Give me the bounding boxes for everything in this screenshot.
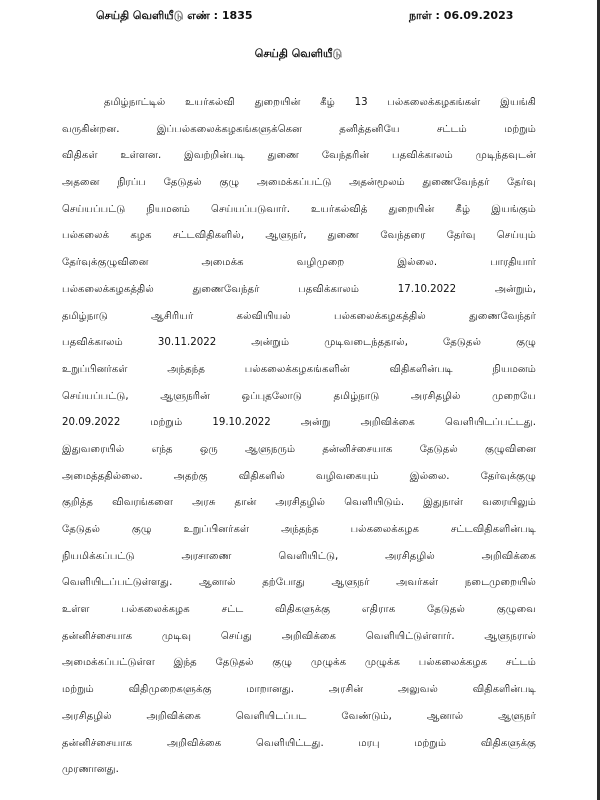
paragraph-line: தமிழ்நாட்டில் உயர்கல்வி துறையின் கீழ் 13 பல்கலைக்கழகங்கள் இயங்கி — [104, 97, 536, 108]
paragraph-line: பதவிக்காலம் 30.11.2022 அன்றும் முடிவடைந்ததால், தேடுதல் குழு — [62, 337, 536, 349]
paragraph-line: விதிகள் உள்ளன. இவற்றின்படி துணை வேந்தரின் பதவிக்காலம் முடிந்தவுடன் — [62, 150, 536, 162]
paragraph-line: அதனை நிரப்ப தேடுதல் குழு அமைக்கப்பட்டு அதன்மூலம் துணைவேந்தர் தேர்வு — [62, 177, 536, 189]
paragraph-line: வெளியிடப்பட்டுள்ளது. ஆனால் தற்போது ஆளுநர் அவர்கள் நடைமுறையில் — [62, 577, 536, 589]
paragraph-line: 20.09.2022 மற்றும் 19.10.2022 அன்று அறிவிக்கை வெளியிடப்பட்டது. — [62, 417, 536, 429]
body-paragraph — [62, 90, 536, 784]
paragraph-line: தன்னிச்சையாக அறிவிக்கை வெளியிட்டது. மரபு மற்றும் விதிகளுக்கு — [62, 737, 536, 749]
paragraph-line: இதுவரையில் எந்த ஒரு ஆளுநரும் தன்னிச்சையாக தேடுதல் குழுவினை — [62, 443, 536, 455]
paragraph-line: அமைத்ததில்லை. அதற்கு விதிகளில் வழிவகையும் இல்லை. தேர்வுக்குழு — [62, 470, 536, 482]
paragraph-line: உள்ள பல்கலைக்கழக சட்ட விதிகளுக்கு எதிராக தேடுதல் குழுவை — [62, 604, 536, 616]
press-release-number: செய்தி வெளியீடு எண் : 1835 — [96, 9, 253, 22]
release-date: நாள் : 06.09.2023 — [409, 9, 514, 22]
paragraph-line: பல்கலைக் கழக சட்டவிதிகளில், ஆளுநர், துணை வேந்தரை தேர்வு செய்யும் — [62, 230, 536, 242]
paragraph-line: செய்யப்பட்டு நியமனம் செய்யப்படுவார். உயர்கல்வித் துறையின் கீழ் இயங்கும் — [62, 203, 536, 215]
paragraph-line: மற்றும் விதிமுறைகளுக்கு மாறானது. அரசின் அலுவல் விதிகளின்படி — [62, 684, 536, 696]
paragraph-line: பல்கலைக்கழகத்தில் துணைவேந்தர் பதவிக்காலம் 17.10.2022 அன்றும், — [62, 283, 536, 295]
paragraph-line: உறுப்பினர்கள் அந்தந்த பல்கலைக்கழகங்களின் விதிகளின்படி நியமனம் — [62, 363, 536, 375]
paragraph-line: நியமிக்கப்பட்டு அரசாணை வெளியிட்டு, அரசிதழில் அறிவிக்கை — [62, 550, 536, 562]
paragraph-line: அமைக்கப்பட்டுள்ள இந்த தேடுதல் குழு முழுக்க முழுக்க பல்கலைக்கழக சட்டம் — [62, 657, 536, 669]
paragraph-line: அரசிதழில் அறிவிக்கை வெளியிடப்பட வேண்டும், ஆனால் ஆளுநர் — [62, 710, 536, 722]
paragraph-line: தன்னிச்சையாக முடிவு செய்து அறிவிக்கை வெளியிட்டுள்ளார். ஆளுநரால் — [62, 630, 536, 642]
paragraph-line: தேர்வுக்குழுவினை அமைக்க வழிமுறை இல்லை. பாரதியார் — [62, 257, 536, 269]
paragraph-line: முரணானது. — [62, 764, 119, 776]
paragraph-line: செய்யப்பட்டு, ஆளுநரின் ஒப்புதலோடு தமிழ்நாடு அரசிதழில் முறையே — [62, 390, 536, 402]
paragraph-line: வருகின்றன. இப்பல்கலைக்கழகங்களுக்கென தனித்தனியே சட்டம் மற்றும் — [62, 123, 536, 135]
paragraph-line: தேடுதல் குழு உறுப்பினர்கள் அந்தந்த பல்கலைக்கழக சட்டவிதிகளின்படி — [62, 524, 536, 535]
paragraph-line: குறித்த விவரங்களை அரசு தான் அரசிதழில் வெளியிடும். இதுநாள் வரையிலும் — [62, 497, 536, 509]
paragraph-line: தமிழ்நாடு ஆசிரியர் கல்வியியல் பல்கலைக்கழகத்தில் துணைவேந்தர் — [62, 310, 536, 322]
document-title: செய்தி வெளியீடு — [254, 47, 343, 60]
